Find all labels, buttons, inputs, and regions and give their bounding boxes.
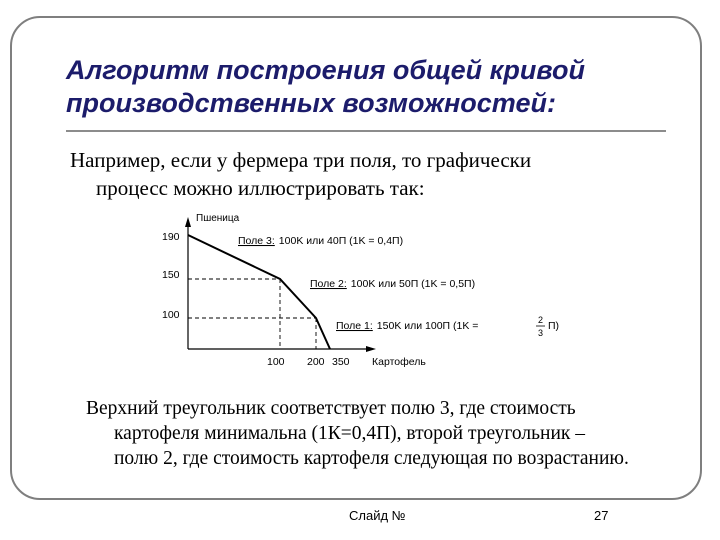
annotation-field-1-frac-num: 2 xyxy=(538,315,544,325)
ppf-curve xyxy=(188,235,330,349)
y-tick-190: 190 xyxy=(162,231,180,243)
x-tick-200: 200 xyxy=(307,356,325,368)
annotation-field-2-name: Поле 2: xyxy=(310,278,347,290)
y-tick-100: 100 xyxy=(162,309,180,321)
intro-text xyxy=(70,146,630,202)
explanation-line-1: Верхний треугольник соответствует полю 3, где стоимость xyxy=(86,398,576,419)
annotation-field-1-tail: П) xyxy=(548,320,560,332)
footer-slide-number: 27 xyxy=(594,508,609,523)
y-axis-arrow xyxy=(185,217,191,227)
annotation-field-2-text: 100K или 50П (1K = 0,5П) xyxy=(350,278,476,290)
y-axis-label: Пшеница xyxy=(196,213,240,224)
intro-line-2: процесс можно иллюстрировать так: xyxy=(96,176,425,200)
x-tick-100: 100 xyxy=(267,356,285,368)
annotation-field-1-name: Поле 1: xyxy=(336,320,373,332)
footer-slide-label: Слайд № xyxy=(349,508,406,523)
slide-title: Алгоритм построения общей кривой производственных возможностей: xyxy=(66,55,585,118)
annotation-field-3 xyxy=(238,235,403,247)
annotation-field-1-frac-den: 3 xyxy=(538,328,544,338)
x-axis-arrow xyxy=(366,346,376,352)
x-tick-350: 350 xyxy=(332,356,350,368)
y-tick-150: 150 xyxy=(162,269,180,281)
annotation-field-1-text: 150K или 100П (1K = xyxy=(376,320,479,332)
intro-line-1: Например, если у фермера три поля, то графически xyxy=(70,148,532,172)
explanation-text xyxy=(86,396,686,471)
annotation-field-3-name: Поле 3: xyxy=(238,235,275,247)
ppf-chart xyxy=(150,205,570,385)
annotation-field-3-text: 100K или 40П (1K = 0,4П) xyxy=(278,235,404,247)
annotation-field-2 xyxy=(310,278,475,290)
annotation-field-1 xyxy=(336,320,478,332)
explanation-line-2: картофеля минимальна (1К=0,4П), второй треугольник – xyxy=(114,423,585,444)
title-underline xyxy=(66,130,666,132)
explanation-line-3: полю 2, где стоимость картофеля следующая по возрастанию. xyxy=(114,448,629,469)
x-axis-label: Картофель xyxy=(372,356,426,368)
